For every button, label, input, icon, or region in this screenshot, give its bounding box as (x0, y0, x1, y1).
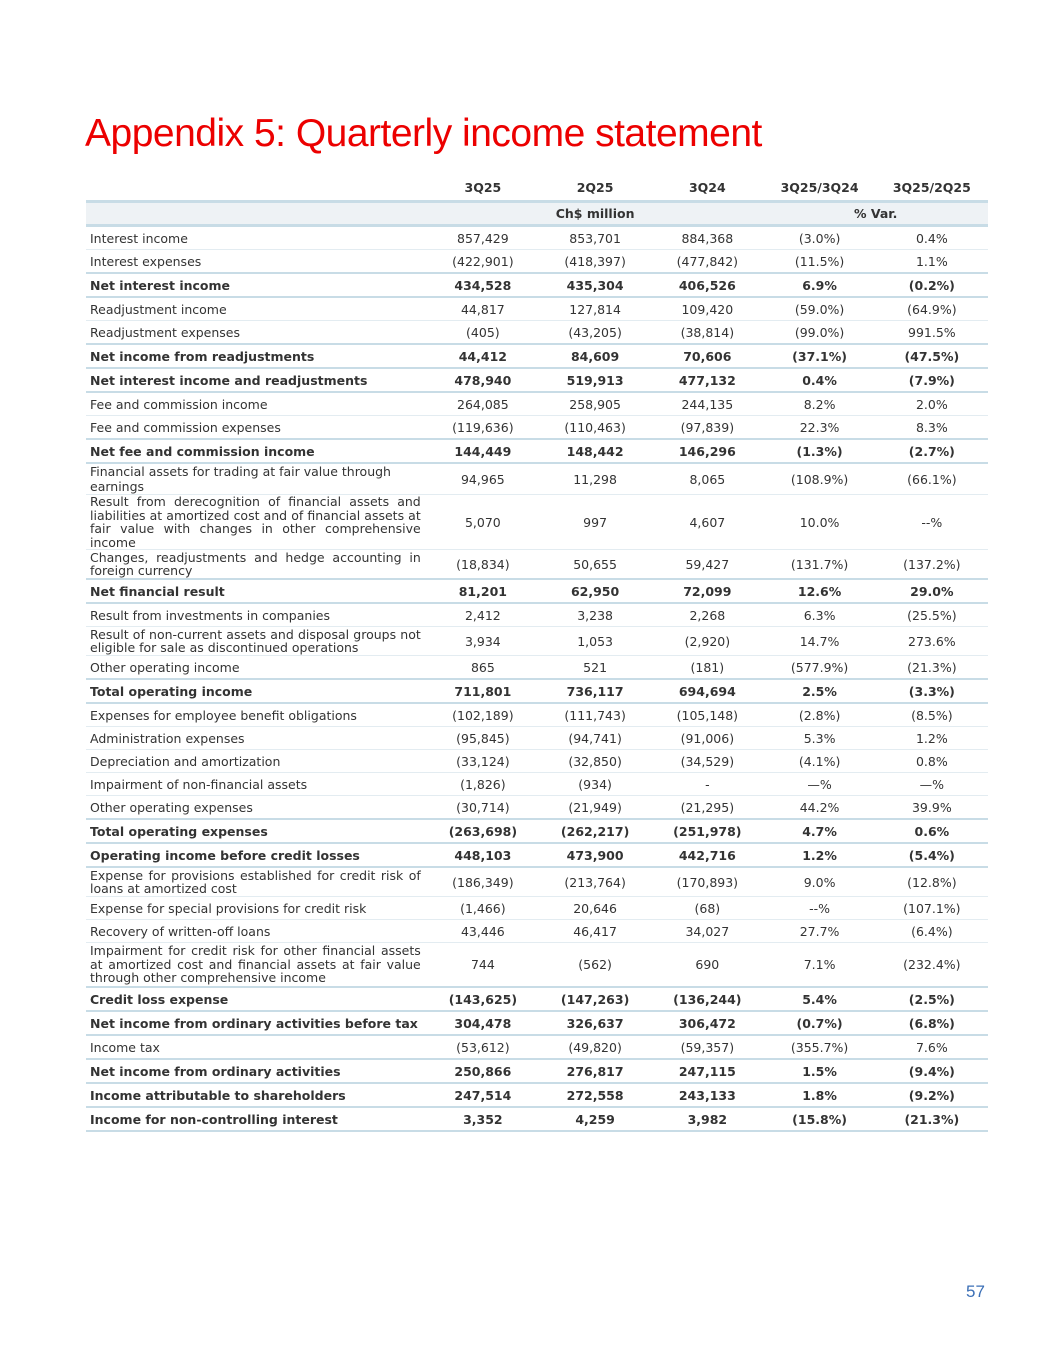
column-header-row (86, 175, 988, 202)
cell-value: (2,920) (651, 627, 763, 656)
row-label: Expense for special provisions for credit risk (86, 897, 427, 920)
cell-value: (33,124) (427, 750, 539, 773)
subtotal-row (86, 987, 988, 1011)
statement-body (86, 226, 988, 1132)
cell-value: (21.3%) (876, 1107, 988, 1131)
cell-value: (110,463) (539, 416, 651, 440)
cell-value: (0.7%) (763, 1011, 875, 1035)
cell-value: (12.8%) (876, 867, 988, 897)
cell-value: (1,466) (427, 897, 539, 920)
column-header: 3Q25/2Q25 (892, 180, 971, 195)
cell-value: 991.5% (876, 321, 988, 345)
cell-value: 4,607 (651, 495, 763, 550)
cell-value: (4.1%) (763, 750, 875, 773)
cell-value: (25.5%) (876, 603, 988, 627)
cell-value: 127,814 (539, 297, 651, 321)
cell-value: (143,625) (427, 987, 539, 1011)
page-title: Appendix 5: Quarterly income statement (85, 112, 762, 155)
cell-value: 22.3% (763, 416, 875, 440)
row-label: Result of non-current assets and disposal groups not eligible for sale as discontinued operations (86, 627, 427, 656)
cell-value: 94,965 (427, 463, 539, 495)
row-label: Financial assets for trading at fair value through earnings (86, 463, 427, 495)
cell-value: 1,053 (539, 627, 651, 656)
cell-value: (18,834) (427, 550, 539, 580)
row-label: Impairment for credit risk for other financial assets at amortized cost and financial assets at fair value through other comprehensive income (86, 943, 427, 988)
cell-value: 109,420 (651, 297, 763, 321)
row-label: Other operating expenses (86, 796, 427, 820)
table-row (86, 550, 988, 580)
row-label: Income for non-controlling interest (86, 1107, 427, 1131)
cell-value: (170,893) (651, 867, 763, 897)
subtotal-row (86, 1059, 988, 1083)
cell-value: 0.4% (763, 368, 875, 392)
table-row (86, 727, 988, 750)
row-label: Other operating income (86, 656, 427, 680)
cell-value: 1.2% (763, 843, 875, 867)
cell-value: (21,295) (651, 796, 763, 820)
cell-value: 884,368 (651, 226, 763, 250)
cell-value: 304,478 (427, 1011, 539, 1035)
cell-value: 1.2% (876, 727, 988, 750)
subtotal-row (86, 368, 988, 392)
cell-value: (147,263) (539, 987, 651, 1011)
cell-value: 519,913 (539, 368, 651, 392)
subtotal-row (86, 344, 988, 368)
cell-value: (111,743) (539, 703, 651, 727)
cell-value: 72,099 (651, 579, 763, 603)
table-row (86, 943, 988, 988)
cell-value: 244,135 (651, 392, 763, 416)
cell-value: (251,978) (651, 819, 763, 843)
cell-value: 8.2% (763, 392, 875, 416)
cell-value: (102,189) (427, 703, 539, 727)
subtotal-row (86, 679, 988, 703)
cell-value: 694,694 (651, 679, 763, 703)
cell-value: (66.1%) (876, 463, 988, 495)
row-label: Net income from ordinary activities (86, 1059, 427, 1083)
cell-value: 144,449 (427, 439, 539, 463)
cell-value: (2.5%) (876, 987, 988, 1011)
units-blank (86, 202, 427, 226)
row-label: Readjustment income (86, 297, 427, 321)
row-label: Impairment of non-financial assets (86, 773, 427, 796)
row-label: Depreciation and amortization (86, 750, 427, 773)
row-label: Operating income before credit losses (86, 843, 427, 867)
cell-value: 62,950 (539, 579, 651, 603)
cell-value: 5.4% (763, 987, 875, 1011)
subtotal-row (86, 579, 988, 603)
cell-value: —% (763, 773, 875, 796)
cell-value: (262,217) (539, 819, 651, 843)
cell-value: (934) (539, 773, 651, 796)
cell-value: (1,826) (427, 773, 539, 796)
table-row (86, 627, 988, 656)
cell-value: (232.4%) (876, 943, 988, 988)
table-row (86, 603, 988, 627)
cell-value: (95,845) (427, 727, 539, 750)
table-row (86, 416, 988, 440)
column-header: 3Q25 (464, 180, 502, 195)
cell-value: (9.2%) (876, 1083, 988, 1107)
cell-value: 2.5% (763, 679, 875, 703)
table-row (86, 226, 988, 250)
cell-value: (181) (651, 656, 763, 680)
cell-value: (6.8%) (876, 1011, 988, 1035)
units-row (86, 202, 988, 226)
column-header: 3Q25/3Q24 (780, 180, 859, 195)
row-label: Recovery of written-off loans (86, 920, 427, 943)
cell-value: (15.8%) (763, 1107, 875, 1131)
cell-value: (30,714) (427, 796, 539, 820)
cell-value: (94,741) (539, 727, 651, 750)
cell-value: (418,397) (539, 250, 651, 274)
cell-value: (105,148) (651, 703, 763, 727)
column-header: 2Q25 (576, 180, 614, 195)
cell-value: (2.8%) (763, 703, 875, 727)
cell-value: (91,006) (651, 727, 763, 750)
cell-value: 84,609 (539, 344, 651, 368)
header-blank (86, 175, 427, 202)
table-row (86, 392, 988, 416)
cell-value: 20,646 (539, 897, 651, 920)
cell-value: (53,612) (427, 1035, 539, 1059)
cell-value: 865 (427, 656, 539, 680)
cell-value: 857,429 (427, 226, 539, 250)
cell-value: (59,357) (651, 1035, 763, 1059)
cell-value: 744 (427, 943, 539, 988)
cell-value: (131.7%) (763, 550, 875, 580)
cell-value: (9.4%) (876, 1059, 988, 1083)
cell-value: 3,238 (539, 603, 651, 627)
row-label: Net income from readjustments (86, 344, 427, 368)
cell-value: --% (763, 897, 875, 920)
cell-value: (119,636) (427, 416, 539, 440)
cell-value: 59,427 (651, 550, 763, 580)
cell-value: (137.2%) (876, 550, 988, 580)
row-label: Result from investments in companies (86, 603, 427, 627)
cell-value: 3,934 (427, 627, 539, 656)
cell-value: (38,814) (651, 321, 763, 345)
cell-value: (34,529) (651, 750, 763, 773)
cell-value: (49,820) (539, 1035, 651, 1059)
cell-value: 39.9% (876, 796, 988, 820)
cell-value: 442,716 (651, 843, 763, 867)
cell-value: 8.3% (876, 416, 988, 440)
cell-value: (213,764) (539, 867, 651, 897)
subtotal-row (86, 273, 988, 297)
cell-value: 50,655 (539, 550, 651, 580)
cell-value: (2.7%) (876, 439, 988, 463)
cell-value: (8.5%) (876, 703, 988, 727)
cell-value: 148,442 (539, 439, 651, 463)
cell-value: (263,698) (427, 819, 539, 843)
cell-value: 997 (539, 495, 651, 550)
cell-value: 44,817 (427, 297, 539, 321)
cell-value: 2.0% (876, 392, 988, 416)
cell-value: 10.0% (763, 495, 875, 550)
subtotal-row (86, 1083, 988, 1107)
cell-value: (422,901) (427, 250, 539, 274)
subtotal-row (86, 1011, 988, 1035)
cell-value: 273.6% (876, 627, 988, 656)
table-row (86, 750, 988, 773)
table-row (86, 656, 988, 680)
cell-value: (11.5%) (763, 250, 875, 274)
row-label: Net income from ordinary activities before tax (86, 1011, 427, 1035)
cell-value: 435,304 (539, 273, 651, 297)
cell-value: 2,268 (651, 603, 763, 627)
cell-value: 521 (539, 656, 651, 680)
table-row (86, 867, 988, 897)
table-row (86, 1035, 988, 1059)
cell-value: (68) (651, 897, 763, 920)
cell-value: 264,085 (427, 392, 539, 416)
cell-value: --% (876, 495, 988, 550)
cell-value: 326,637 (539, 1011, 651, 1035)
cell-value: (64.9%) (876, 297, 988, 321)
cell-value: 478,940 (427, 368, 539, 392)
cell-value: 9.0% (763, 867, 875, 897)
cell-value: (405) (427, 321, 539, 345)
cell-value: 43,446 (427, 920, 539, 943)
cell-value: 70,606 (651, 344, 763, 368)
cell-value: 6.3% (763, 603, 875, 627)
cell-value: 448,103 (427, 843, 539, 867)
cell-value: 46,417 (539, 920, 651, 943)
row-label: Interest income (86, 226, 427, 250)
cell-value: 434,528 (427, 273, 539, 297)
cell-value: (477,842) (651, 250, 763, 274)
table-row (86, 463, 988, 495)
cell-value: 11,298 (539, 463, 651, 495)
cell-value: 0.6% (876, 819, 988, 843)
cell-value: (6.4%) (876, 920, 988, 943)
cell-value: 3,982 (651, 1107, 763, 1131)
subtotal-row (86, 1107, 988, 1131)
row-label: Administration expenses (86, 727, 427, 750)
cell-value: 690 (651, 943, 763, 988)
cell-value: 14.7% (763, 627, 875, 656)
cell-value: 3,352 (427, 1107, 539, 1131)
row-label: Net financial result (86, 579, 427, 603)
cell-value: 8,065 (651, 463, 763, 495)
cell-value: 4.7% (763, 819, 875, 843)
cell-value: (37.1%) (763, 344, 875, 368)
units-variation-label: % Var. (763, 202, 988, 226)
page-number: 57 (966, 1282, 985, 1301)
cell-value: 27.7% (763, 920, 875, 943)
table-row (86, 920, 988, 943)
cell-value: (21,949) (539, 796, 651, 820)
row-label: Credit loss expense (86, 987, 427, 1011)
table-row (86, 297, 988, 321)
subtotal-row (86, 843, 988, 867)
cell-value: 247,514 (427, 1083, 539, 1107)
row-label: Expenses for employee benefit obligations (86, 703, 427, 727)
cell-value: 81,201 (427, 579, 539, 603)
cell-value: (0.2%) (876, 273, 988, 297)
cell-value: 1.5% (763, 1059, 875, 1083)
cell-value: (43,205) (539, 321, 651, 345)
column-header: 3Q24 (688, 180, 726, 195)
cell-value: (21.3%) (876, 656, 988, 680)
row-label: Net interest income (86, 273, 427, 297)
cell-value: (3.0%) (763, 226, 875, 250)
cell-value: (136,244) (651, 987, 763, 1011)
row-label: Net fee and commission income (86, 439, 427, 463)
cell-value: 12.6% (763, 579, 875, 603)
cell-value: 711,801 (427, 679, 539, 703)
cell-value: 7.6% (876, 1035, 988, 1059)
cell-value: - (651, 773, 763, 796)
cell-value: (5.4%) (876, 843, 988, 867)
cell-value: 258,905 (539, 392, 651, 416)
table-row (86, 495, 988, 550)
cell-value: 29.0% (876, 579, 988, 603)
cell-value: (577.9%) (763, 656, 875, 680)
row-label: Income tax (86, 1035, 427, 1059)
cell-value: 853,701 (539, 226, 651, 250)
cell-value: (97,839) (651, 416, 763, 440)
cell-value: 250,866 (427, 1059, 539, 1083)
units-values-label: Ch$ million (427, 202, 764, 226)
cell-value: (562) (539, 943, 651, 988)
row-label: Net interest income and readjustments (86, 368, 427, 392)
cell-value: (186,349) (427, 867, 539, 897)
cell-value: 5,070 (427, 495, 539, 550)
subtotal-row (86, 439, 988, 463)
cell-value: 6.9% (763, 273, 875, 297)
row-label: Fee and commission income (86, 392, 427, 416)
row-label: Expense for provisions established for credit risk of loans at amortized cost (86, 867, 427, 897)
cell-value: 4,259 (539, 1107, 651, 1131)
cell-value: 306,472 (651, 1011, 763, 1035)
cell-value: 5.3% (763, 727, 875, 750)
table-row (86, 773, 988, 796)
cell-value: 146,296 (651, 439, 763, 463)
cell-value: —% (876, 773, 988, 796)
row-label: Fee and commission expenses (86, 416, 427, 440)
subtotal-row (86, 819, 988, 843)
income-statement-table (86, 175, 988, 1132)
cell-value: 272,558 (539, 1083, 651, 1107)
cell-value: 1.1% (876, 250, 988, 274)
cell-value: (99.0%) (763, 321, 875, 345)
cell-value: 0.8% (876, 750, 988, 773)
row-label: Total operating income (86, 679, 427, 703)
cell-value: (7.9%) (876, 368, 988, 392)
cell-value: 44.2% (763, 796, 875, 820)
cell-value: (107.1%) (876, 897, 988, 920)
cell-value: 406,526 (651, 273, 763, 297)
table-row (86, 703, 988, 727)
row-label: Readjustment expenses (86, 321, 427, 345)
row-label: Interest expenses (86, 250, 427, 274)
row-label: Total operating expenses (86, 819, 427, 843)
cell-value: (1.3%) (763, 439, 875, 463)
cell-value: 7.1% (763, 943, 875, 988)
row-label: Income attributable to shareholders (86, 1083, 427, 1107)
cell-value: 736,117 (539, 679, 651, 703)
cell-value: 243,133 (651, 1083, 763, 1107)
cell-value: (47.5%) (876, 344, 988, 368)
row-label: Changes, readjustments and hedge accounting in foreign currency (86, 550, 427, 580)
cell-value: (59.0%) (763, 297, 875, 321)
cell-value: (355.7%) (763, 1035, 875, 1059)
cell-value: (3.3%) (876, 679, 988, 703)
cell-value: 2,412 (427, 603, 539, 627)
table-row (86, 897, 988, 920)
cell-value: 477,132 (651, 368, 763, 392)
cell-value: 1.8% (763, 1083, 875, 1107)
cell-value: 276,817 (539, 1059, 651, 1083)
cell-value: 247,115 (651, 1059, 763, 1083)
cell-value: 0.4% (876, 226, 988, 250)
table-row (86, 321, 988, 345)
cell-value: 34,027 (651, 920, 763, 943)
table-row (86, 250, 988, 274)
cell-value: (32,850) (539, 750, 651, 773)
cell-value: 473,900 (539, 843, 651, 867)
cell-value: (108.9%) (763, 463, 875, 495)
row-label: Result from derecognition of financial assets and liabilities at amortized cost and of financial assets at fair value with changes in other comprehensive income (86, 495, 427, 550)
table-row (86, 796, 988, 820)
cell-value: 44,412 (427, 344, 539, 368)
